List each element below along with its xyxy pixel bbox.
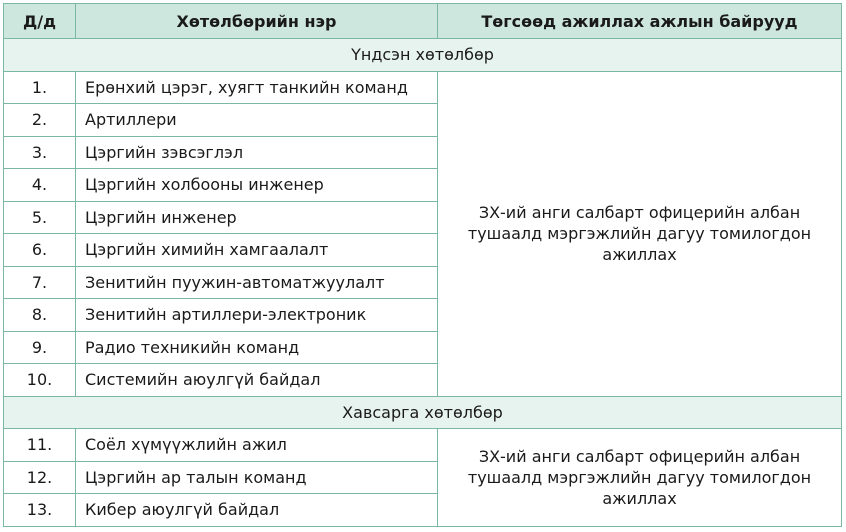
row-num: 10. (4, 364, 76, 397)
group-title: Хавсарга хөтөлбөр (4, 396, 842, 429)
row-name: Зенитийн артиллери-электроник (76, 299, 438, 332)
row-name: Ерөнхий цэрэг, хуягт танкийн команд (76, 71, 438, 104)
row-name: Цэргийн химийн хамгаалалт (76, 234, 438, 267)
group-title: Үндсэн хөтөлбөр (4, 39, 842, 72)
group-row-supplementary (4, 396, 842, 429)
workplace-cell: ЗХ-ий анги салбарт офицерийн албан тушаалд мэргэжлийн дагуу томилогдон ажиллах (438, 71, 842, 396)
row-name: Соёл хүмүүжлийн ажил (76, 429, 438, 462)
row-num: 3. (4, 136, 76, 169)
programs-table (3, 3, 842, 527)
table-row (4, 429, 842, 462)
row-name: Кибер аюулгүй байдал (76, 494, 438, 527)
row-num: 4. (4, 169, 76, 202)
row-num: 5. (4, 201, 76, 234)
row-name: Цэргийн зэвсэглэл (76, 136, 438, 169)
row-name: Радио техникийн команд (76, 331, 438, 364)
row-num: 12. (4, 461, 76, 494)
row-name: Цэргийн холбооны инженер (76, 169, 438, 202)
row-num: 7. (4, 266, 76, 299)
row-name: Цэргийн инженер (76, 201, 438, 234)
header-workplaces: Төгсөөд ажиллах ажлын байрууд (438, 4, 842, 39)
group-row-main (4, 39, 842, 72)
workplace-cell: ЗХ-ий анги салбарт офицерийн албан тушаалд мэргэжлийн дагуу томилогдон ажиллах (438, 429, 842, 527)
row-num: 6. (4, 234, 76, 267)
row-name: Системийн аюулгүй байдал (76, 364, 438, 397)
table-row (4, 71, 842, 104)
header-program-name: Хөтөлбөрийн нэр (76, 4, 438, 39)
row-num: 2. (4, 104, 76, 137)
row-name: Цэргийн ар талын команд (76, 461, 438, 494)
row-num: 13. (4, 494, 76, 527)
header-row (4, 4, 842, 39)
row-num: 8. (4, 299, 76, 332)
row-num: 11. (4, 429, 76, 462)
row-num: 1. (4, 71, 76, 104)
header-num: Д/д (4, 4, 76, 39)
row-num: 9. (4, 331, 76, 364)
row-name: Зенитийн пуужин-автоматжуулалт (76, 266, 438, 299)
row-name: Артиллери (76, 104, 438, 137)
